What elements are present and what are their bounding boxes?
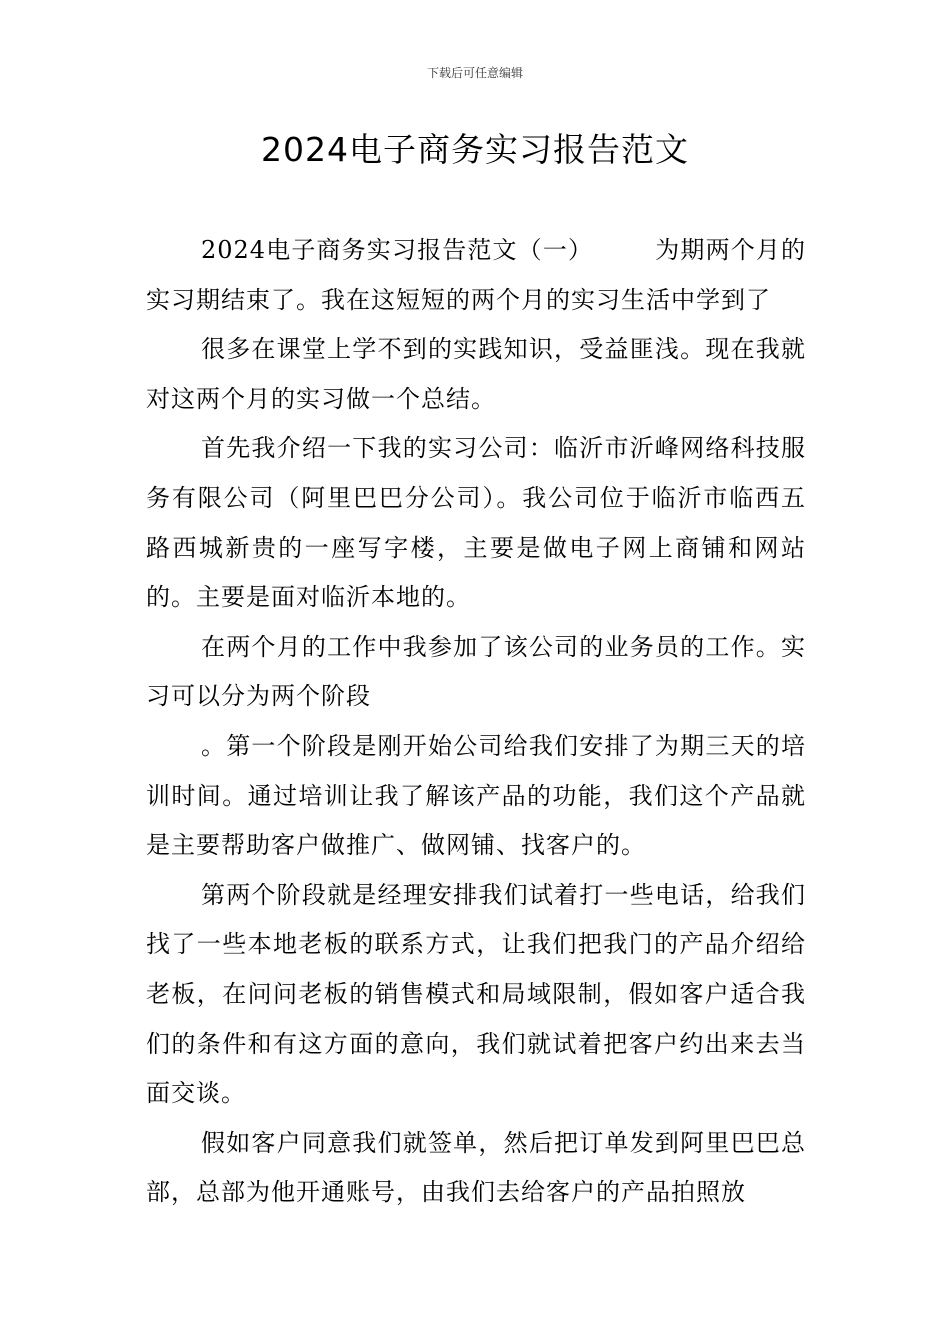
paragraph: 。第一个阶段是刚开始公司给我们安排了为期三天的培训时间。通过培训让我了解该产品的功能，我们这个产品就是主要帮助客户做推广、做网铺、找客户的。 bbox=[146, 731, 806, 860]
paragraph: 在两个月的工作中我参加了该公司的业务员的工作。实习可以分为两个阶段 bbox=[146, 632, 806, 711]
paragraph-intro bbox=[146, 226, 806, 325]
paragraph: 首先我介绍一下我的实习公司：临沂市沂峰网络科技服务有限公司（阿里巴巴分公司）。我公司位于临沂市临西五路西城新贵的一座写字楼，主要是做电子网上商铺和网站的。主要是面对临沂本地的。 bbox=[146, 434, 806, 612]
paragraph: 假如客户同意我们就签单，然后把订单发到阿里巴巴总部，总部为他开通账号，由我们去给客户的产品拍照放 bbox=[146, 1128, 806, 1207]
paragraph: 第两个阶段就是经理安排我们试着打一些电话，给我们找了一些本地老板的联系方式，让我们把我门的产品介绍给老板，在问问老板的销售模式和局域限制，假如客户适合我们的条件和有这方面的意向，我们就试着把客户约出来去当面交谈。 bbox=[146, 880, 806, 1108]
paragraph-text: 为期两个月的实习期结束了。我在这短短的两个月的实习生活中学到了 bbox=[146, 236, 807, 314]
document-body bbox=[146, 226, 806, 1218]
paragraph: 很多在课堂上学不到的实践知识，受益匪浅。现在我就对这两个月的实习做一个总结。 bbox=[146, 335, 806, 413]
document-title: 2024电子商务实习报告范文 bbox=[261, 130, 689, 169]
header-note: 下载后可任意编辑 bbox=[426, 66, 523, 80]
inline-heading: 2024电子商务实习报告范文（一） bbox=[201, 236, 594, 264]
